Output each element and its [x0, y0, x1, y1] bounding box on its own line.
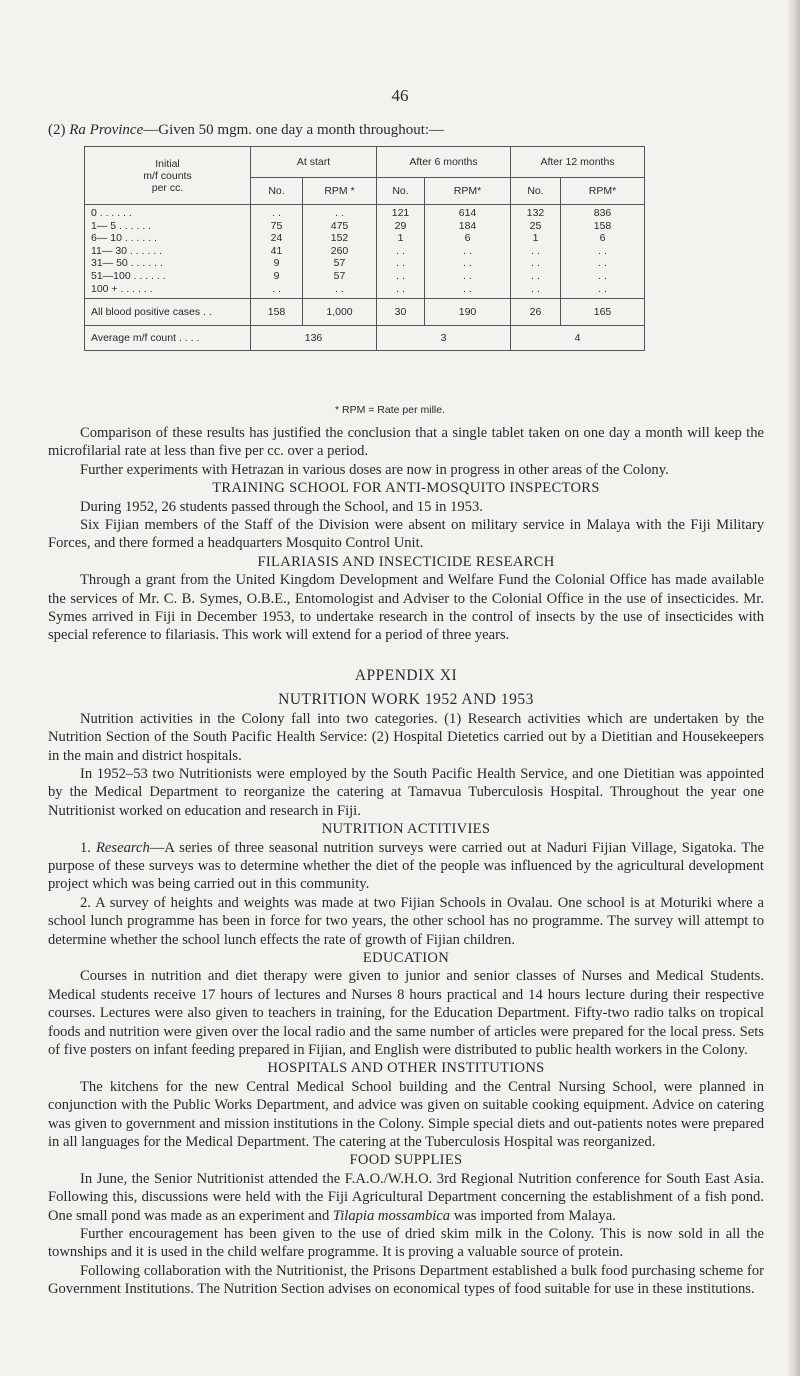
table-row-positive	[85, 299, 645, 326]
col-12m-no	[511, 205, 561, 299]
col-initial-header	[85, 147, 251, 205]
table-caption	[48, 122, 444, 139]
section-heading: EDUCATION	[362, 949, 450, 966]
cell: 1,000	[303, 299, 377, 326]
cell: 4	[511, 326, 645, 351]
cell: 3	[377, 326, 511, 351]
subheader: No.	[377, 178, 425, 205]
section-heading: NUTRITION ACTITIVIES	[321, 821, 491, 838]
section-heading: HOSPITALS AND OTHER INSTITUTIONS	[267, 1060, 545, 1077]
header-line: m/f counts	[143, 169, 192, 182]
cell: 614	[458, 207, 477, 219]
cell: . .	[463, 257, 472, 270]
cell: 26	[511, 299, 561, 326]
paragraph: The kitchens for the new Central Medical School building and the Central Nursing School, were planned in conjunction with the Public Works Department, and advice was given on suitable cooking equipment. Advice on catering was given to government and mission institutions in the Colony. Simple special diets and out-patients notes were prepared in all languages for the Medical Department. The catering at the Tuberculosis Hospital was reorganized.	[48, 1078, 764, 1151]
para-rest: —A series of three seasonal nutrition surveys were carried out at Naduri Fijian Village, Sigatoka. The purpose of these surveys was to determine whether the diet of the people was influenced by the agricultural development project which was being carried out in this community.	[48, 839, 765, 893]
cell: . .	[463, 269, 472, 282]
col-6m-rpm	[425, 205, 511, 299]
cell: 152	[330, 232, 349, 245]
cell: . .	[272, 282, 281, 295]
cell: 260	[330, 244, 349, 257]
cell: . .	[463, 244, 472, 257]
paragraph: Six Fijian members of the Staff of the Division were absent on military service in Malaya with the Fiji Military Forces, and there formed a headquarters Mosquito Control Unit.	[48, 517, 764, 552]
cell: 57	[333, 257, 346, 270]
cell: . .	[531, 282, 540, 295]
cell: . .	[335, 282, 344, 295]
caption-prefix: (2)	[48, 122, 70, 138]
header-line: Initial	[155, 157, 180, 170]
cell: 121	[391, 207, 410, 219]
cell: 132	[526, 207, 545, 219]
section-heading: TRAINING SCHOOL FOR ANTI-MOSQUITO INSPECTORS	[212, 480, 600, 497]
table-row-average	[85, 326, 645, 351]
row-label: 1— 5 . . . . . .	[91, 219, 152, 232]
page-edge-shadow	[786, 0, 800, 1376]
subheader: No.	[251, 178, 303, 205]
paragraph: During 1952, 26 students passed through the School, and 15 in 1953.	[80, 498, 483, 515]
subheader: RPM*	[425, 178, 511, 205]
cell: 836	[593, 207, 612, 219]
cell: . .	[396, 269, 405, 282]
cell: 475	[330, 219, 349, 232]
cell: 29	[394, 219, 407, 232]
page-number: 46	[391, 86, 409, 105]
para-prefix: 1.	[80, 839, 97, 856]
cell: 6	[464, 232, 471, 245]
caption-rest: —Given 50 mgm. one day a month throughout:—	[143, 122, 445, 138]
cell: . .	[531, 257, 540, 270]
col-6m-no	[377, 205, 425, 299]
header-line: per cc.	[151, 181, 184, 194]
para-part: In June, the Senior Nutritionist attended the F.A.O./W.H.O. 3rd Regional Nutrition conference for South East Asia. Following this, discussions were held with the Fiji Agricultural Department concerning the establishment of a fish pond. One small pond was made as an experiment and	[48, 1170, 764, 1224]
cell: 158	[251, 299, 303, 326]
table-row	[85, 205, 645, 299]
cell: . .	[598, 282, 607, 295]
cell: 57	[333, 269, 346, 282]
cell: . .	[531, 269, 540, 282]
para-part: was imported from Malaya.	[450, 1207, 616, 1224]
cell: 136	[251, 326, 377, 351]
cell: 9	[273, 257, 280, 270]
table-footnote: * RPM = Rate per mille.	[335, 404, 445, 416]
appendix-title: NUTRITION WORK 1952 AND 1953	[278, 691, 534, 709]
paragraph: Courses in nutrition and diet therapy were given to junior and senior classes of Nurses and Medical Students. Medical students receive 17 hours of lectures and Nurses 8 hours practical and 14 hours lecture during their respective courses. Lectures were also given to teachers in training, for the Education Department. Fifty-two radio talks on tropical foods and nutrition were given over the local radio and the same number of articles were prepared for the local press. Sets of five posters on infant feeding prepared in Fijian, and English were distributed to public health workers in the Colony.	[48, 968, 764, 1058]
subheader: No.	[511, 178, 561, 205]
col-start-no	[251, 205, 303, 299]
cell: . .	[463, 282, 472, 295]
row-label: 100 + . . . . . .	[91, 282, 153, 295]
row-label: 31— 50 . . . . . .	[91, 257, 163, 270]
subheader: RPM*	[561, 178, 645, 205]
row-label: 0 . . . . . .	[91, 207, 132, 219]
row-label: All blood positive cases . .	[85, 299, 251, 326]
para-italic: Tilapia mossambica	[332, 1207, 451, 1224]
cell: 165	[561, 299, 645, 326]
cell: . .	[272, 207, 281, 219]
cell: . .	[335, 207, 344, 219]
paragraph: Nutrition activities in the Colony fall into two categories. (1) Research activities which are undertaken by the Nutrition Section of the South Pacific Health Service: (2) Hospital Dietetics carried out by a Dietitian and Housekeepers in the main and district hospitals.	[48, 710, 764, 764]
subheader: RPM *	[303, 178, 377, 205]
row-label: 51—100 . . . . . .	[91, 269, 166, 282]
paragraph: Through a grant from the United Kingdom Development and Welfare Fund the Colonial Office has made available the services of Mr. C. B. Symes, O.B.E., Entomologist and Adviser to the Colonial Office in the use of insecticides. Mr. Symes arrived in Fiji in December 1953, to undertake research in the control of insects by the use of insecticides with special reference to filariasis. This work will extend for a period of three years.	[48, 572, 764, 644]
body-text	[48, 424, 764, 1299]
paragraph	[48, 839, 764, 894]
section-heading: FILARIASIS AND INSECTICIDE RESEARCH	[257, 553, 555, 570]
paragraph: Comparison of these results has justified the conclusion that a single tablet taken on one day a month will keep the microfilarial rate at less than five per cc. over a period.	[48, 425, 764, 460]
appendix-heading: APPENDIX XI	[354, 666, 458, 684]
cell: 9	[273, 269, 280, 282]
row-labels	[85, 205, 251, 299]
caption-province: Ra Province	[69, 122, 144, 138]
cell: 1	[397, 232, 404, 245]
paragraph: In 1952–53 two Nutritionists were employed by the South Pacific Health Service, and one Dietitian was appointed by the Medical Department to reorganize the catering at Tamavua Tuberculosis Hospital. Throughout the year one Nutritionist worked on education and research in Fiji.	[48, 765, 764, 819]
microfilaria-table	[84, 146, 645, 351]
cell: . .	[396, 244, 405, 257]
row-label: 6— 10 . . . . . .	[91, 232, 157, 245]
group-header: After 6 months	[377, 147, 511, 178]
cell: 25	[529, 219, 542, 232]
cell: . .	[531, 244, 540, 257]
cell: 190	[425, 299, 511, 326]
cell: 6	[599, 232, 606, 245]
paragraph: Further experiments with Hetrazan in various doses are now in progress in other areas of the Colony.	[80, 461, 669, 478]
col-12m-rpm	[561, 205, 645, 299]
paragraph: Following collaboration with the Nutritionist, the Prisons Department established a bulk food purchasing scheme for Government Institutions. The Nutrition Section advises on economical types of food suitable for use in these institutions.	[48, 1262, 764, 1298]
para-italic: Research	[96, 839, 150, 856]
row-label: Average m/f count . . . .	[85, 326, 251, 351]
cell: . .	[396, 257, 405, 270]
cell: . .	[598, 269, 607, 282]
cell: 75	[270, 219, 283, 232]
cell: 158	[593, 219, 612, 232]
section-heading: FOOD SUPPLIES	[349, 1152, 463, 1169]
paragraph: Further encouragement has been given to the use of dried skim milk in the Colony. This is now sold in all the townships and it is used in the child welfare programme. It is proving a valuable source of protein.	[48, 1226, 764, 1261]
paragraph: 2. A survey of heights and weights was made at two Fijian Schools in Ovalau. One school is at Moturiki where a school lunch programme has been in force for two years, the other school has no programme. The survey will attempt to determine whether the school lunch effects the rate of growth of Fijian children.	[48, 894, 764, 948]
col-start-rpm	[303, 205, 377, 299]
cell: . .	[396, 282, 405, 295]
cell: 30	[377, 299, 425, 326]
paragraph	[48, 1170, 764, 1225]
cell: . .	[598, 244, 607, 257]
row-label: 11— 30 . . . . . .	[91, 244, 163, 257]
cell: 24	[270, 232, 283, 245]
cell: 184	[458, 219, 477, 232]
cell: 41	[270, 244, 283, 257]
group-header: At start	[251, 147, 377, 178]
group-header: After 12 months	[511, 147, 645, 178]
cell: . .	[598, 257, 607, 270]
cell: 1	[532, 232, 539, 245]
